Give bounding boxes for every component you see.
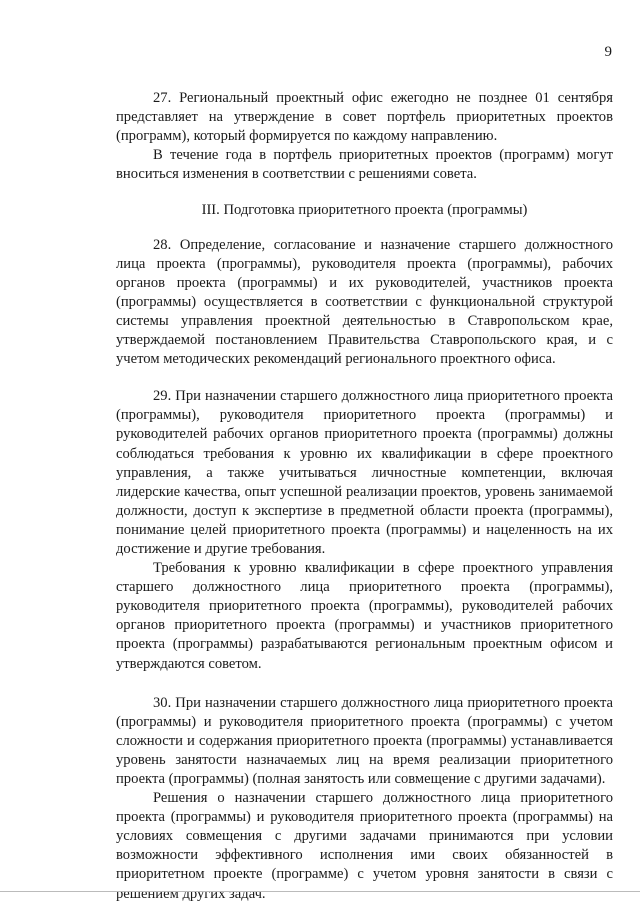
paragraph-28: 28. Определение, согласование и назначение старшего должностного лица проекта (программы), руководителя проекта (программы), рабочих органов проекта (программы) и их руководителей, участников проекта (программы) осуществляется в соответствии с функциональной структурой системы управления проектной деятельностью в Ставропольском крае, утверждаемой постановлением Правительства Ставропольского края, и с учетом методических рекомендаций регионального проектного офиса. xyxy=(116,236,613,368)
paragraph-30-continuation: Решения о назначении старшего должностного лица приоритетного проекта (программы) и руководителя приоритетного проекта (программы) на условиях совмещения с другими задачами принимаются при условии возможности эффективного исполнения ими своих обязанностей в приоритетном проекте (программе) с учетом уровня занятости в связи с решением других задач. xyxy=(116,790,613,902)
paragraph-27-continuation: В течение года в портфель приоритетных проектов (программ) могут вноситься изменения в соответствии с решениями совета. xyxy=(116,147,613,183)
section-heading: III. Подготовка приоритетного проекта (программы) xyxy=(201,202,528,219)
paragraph-29: 29. При назначении старшего должностного лица приоритетного проекта (программы), руководителя приоритетного проекта (программы) и руководителей рабочих органов приоритетного проекта (программы) должны соблюдаться требования к уровню их квалификации в сфере проектного управления, а также учитываться личностные компетенции, включая лидерские качества, опыт успешной реализации проектов, уровень занимаемой должности, доступ к экспертизе в предметной области проекта (программы), понимание целей приоритетного проекта (программы) и нацеленность на их достижение и другие требования. xyxy=(116,388,613,557)
paragraph-30: 30. При назначении старшего должностного лица приоритетного проекта (программы) и руководителя приоритетного проекта (программы) с учетом сложности и содержания приоритетного проекта (программы) устанавливается уровень занятости назначаемых лиц на время реализации приоритетного проекта (программы) (полная занятость или совмещение с другими задачами). xyxy=(116,694,613,787)
page-number: 9 xyxy=(604,44,612,60)
footer-divider xyxy=(0,891,640,892)
paragraph-29-continuation: Требования к уровню квалификации в сфере проектного управления старшего должностного лица приоритетного проекта (программы), руководителя приоритетного проекта (программы), руководителей рабочих органов приоритетного проекта (программы) и участников приоритетного проекта (программы) разрабатываются региональным проектным офисом и утверждаются советом. xyxy=(116,560,613,672)
paragraph-27: 27. Региональный проектный офис ежегодно не позднее 01 сентября представляет на утверждение в совет портфель приоритетных проектов (программ), который формируется по каждому направлению. xyxy=(116,90,613,145)
document-body xyxy=(116,89,613,904)
